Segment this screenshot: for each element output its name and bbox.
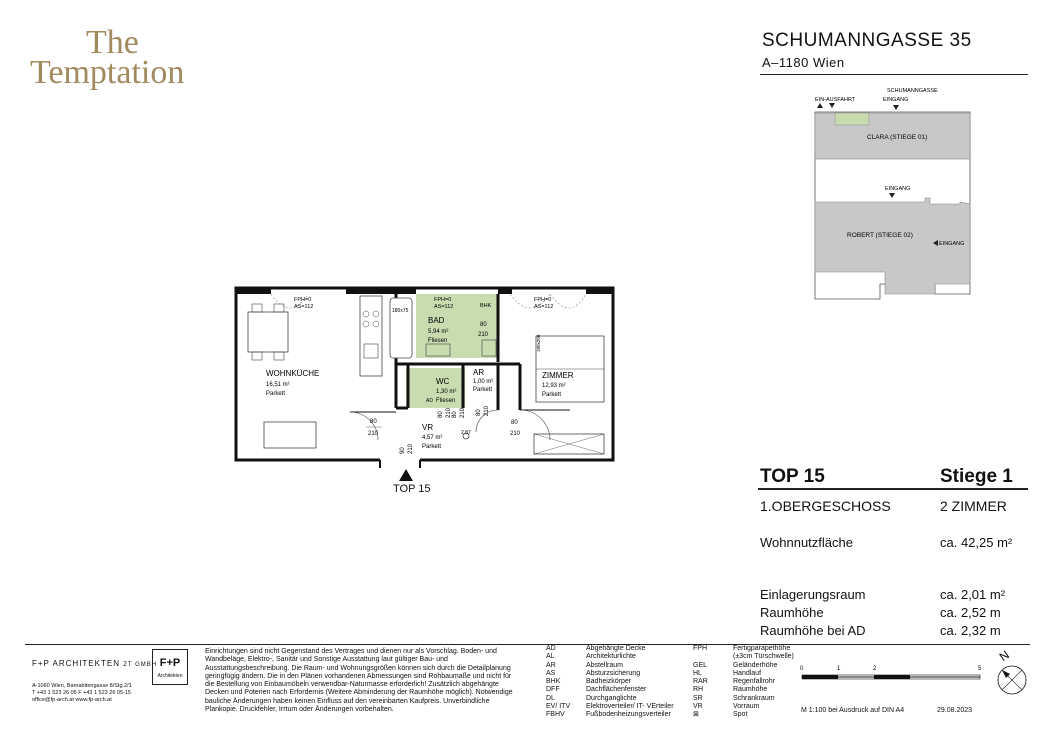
room-name: WOHNKÜCHE <box>266 369 320 378</box>
room-name: ZIMMER <box>542 371 574 380</box>
legend-text: Abgehängte Decke <box>586 645 646 652</box>
plan-top-label: TOP 15 <box>393 483 431 495</box>
legend-text: Fertigparapethöhe <box>733 645 791 652</box>
site-entrance-label-3: EINGANG <box>939 241 965 247</box>
legend-row <box>693 670 798 678</box>
door-width: 80 <box>511 420 518 426</box>
legend-code: DL <box>546 694 555 702</box>
plan-date: 29.08.2023 <box>937 707 973 714</box>
room-floor: Parkett <box>266 391 286 397</box>
height-mark: 2,87 <box>461 430 471 436</box>
divider <box>760 74 1028 75</box>
legend-text: Elektroverteiler/ IT- VErteiler <box>586 703 674 711</box>
legend-code: HL <box>693 669 702 677</box>
height-value: ca. 2,52 m <box>940 605 1001 620</box>
site-entrance-label-2: EINGANG <box>885 186 911 192</box>
legend-row <box>693 703 798 711</box>
bed-label: 180x200 <box>536 334 541 352</box>
legend-text: Handlauf <box>733 669 762 677</box>
firm-name-text: F+P ARCHITEKTEN <box>32 659 120 668</box>
legend-text: Spot <box>733 711 748 719</box>
legend-row <box>693 645 798 653</box>
firm-address-3: office@fp-arch.at www.fp-arch.at <box>32 697 112 703</box>
room-floor: Parkett <box>422 444 442 450</box>
legend-code: AL <box>546 653 555 661</box>
site-exit-label: EIN-AUSFAHRT <box>815 97 856 103</box>
legend-text: Regenfallrohr <box>733 678 776 686</box>
legend-code: RH <box>693 686 704 694</box>
firm-address-1: A-1060 Wien, Barnabitengasse 8/Stg.2/1 <box>32 683 132 689</box>
legend-code: VR <box>693 703 703 711</box>
room-area: 5,94 m² <box>428 329 449 335</box>
legend-code: AS <box>546 669 556 677</box>
legend-code: FBHV <box>546 711 565 719</box>
scale-tick: 1 <box>837 666 841 672</box>
room-ar <box>473 368 493 393</box>
legend-code: RAR <box>693 678 708 686</box>
door-width: 80 <box>476 409 482 416</box>
legend-code: GEL <box>693 661 708 669</box>
room-name: WC <box>436 377 450 386</box>
legend-row <box>693 686 798 694</box>
legend-row <box>546 695 691 703</box>
tub-label: 180x75 <box>392 308 409 314</box>
divider <box>25 644 1030 645</box>
door-width: 80 <box>370 419 377 425</box>
fph-label-2: FPH=0 <box>434 297 452 303</box>
legend-text: Dachflächenfenster <box>586 686 647 694</box>
firm-address <box>32 683 152 704</box>
legend-text: Abstellraum <box>586 661 623 669</box>
north-arrow-icon <box>990 648 1032 698</box>
legend-text: Fußbodenheizungsverteiler <box>586 711 671 719</box>
site-street-label: SCHUMANNGASSE <box>887 88 938 94</box>
door-height: 210 <box>460 407 466 418</box>
legend-row <box>693 678 798 686</box>
bhk-label: BHK <box>480 303 492 309</box>
legend-column-2 <box>693 645 798 720</box>
room-floor: Fliesen <box>436 398 456 404</box>
storage-label: Einlagerungsraum <box>760 587 866 602</box>
unit-floor: 1.OBERGESCHOSS <box>760 498 891 514</box>
fph-label-1: FPH=0 <box>294 297 312 303</box>
as-label-2: AS=112 <box>434 304 454 310</box>
door-height: 210 <box>478 332 489 338</box>
area-value: ca. 42,25 m² <box>940 535 1013 550</box>
scale-bar <box>798 662 988 690</box>
legend-code: FPH <box>693 645 707 652</box>
scale-tick: 0 <box>800 666 804 672</box>
room-wohnkueche <box>266 369 319 397</box>
site-entrance-label: EINGANG <box>883 97 909 103</box>
legend-row <box>546 653 691 661</box>
legend-text: Vorraum <box>733 703 760 711</box>
door-height: 210 <box>368 431 379 437</box>
door-height: 210 <box>484 405 490 416</box>
fph-label-3: FPH=0 <box>534 297 552 303</box>
legend-row <box>693 695 798 703</box>
legend-text: Schrankraum <box>733 694 775 702</box>
room-area: 12,93 m² <box>542 383 566 389</box>
unit-title: TOP 15 <box>760 466 825 487</box>
room-vr <box>422 423 442 450</box>
arrow-icon <box>889 193 895 198</box>
legend-code: AD <box>546 645 556 652</box>
room-area: 4,57 m² <box>422 435 443 441</box>
door-width: 80 <box>452 411 458 418</box>
building-clara-label: CLARA (STIEGE 01) <box>867 134 928 141</box>
legend-text: (±3cm Türschwelle) <box>733 653 794 661</box>
legend-text: Badheizkörper <box>586 678 632 686</box>
legend-row <box>693 711 798 719</box>
room-name: BAD <box>428 316 445 325</box>
firm-logo-box <box>152 649 188 685</box>
site-plan <box>805 84 1035 309</box>
room-area: 1,00 m² <box>473 379 494 385</box>
legend-code <box>693 653 733 661</box>
disclaimer-text: Einrichtungen sind nicht Gegenstand des Vertrages und dienen nur als Vorschlag. Boden- und Wandbeläge, Elektro-, Sanitär und Sonstige Ausstattung laut gültiger Bau- und Ausstattungsbeschreibung. Die Raum- und Wohnungsgrößen können sich durch die Detailplanung geringfügig ändern. Die in den Plänen vorhandenen Abmessungen sind Rohbaumaße und nicht für die Bestellung von Einbaumöbeln verwendbar-Naturmasse erforderlich! Zusätzlich abgehängte Decken und Poterien nach Erfordernis (Weitere Abminderung der Raumhöhe möglich). Notwendige bauliche Änderungen haben keinen Einfluss auf den vereinbarten Kaufpreis. Unverbindliche Plankopie. Druckfehler, Irrtum oder Änderungen vorbehalten. <box>205 648 513 714</box>
door-height: 210 <box>408 443 414 454</box>
firm-logo-text: F+P <box>159 657 181 669</box>
as-label-1: AS=112 <box>294 304 314 310</box>
room-zimmer <box>542 371 574 398</box>
height-ad-value: ca. 2,32 m <box>940 623 1001 638</box>
legend-row <box>546 670 691 678</box>
storage-value: ca. 2,01 m² <box>940 587 1006 602</box>
height-ad-label: Raumhöhe bei AD <box>760 623 866 638</box>
legend-row <box>546 711 691 719</box>
building-robert-label: ROBERT (STIEGE 02) <box>847 232 913 239</box>
legend-code: BHK <box>546 678 561 686</box>
arrow-icon <box>817 103 823 108</box>
divider <box>758 488 1028 490</box>
legend-row <box>546 678 691 686</box>
scale-note: M 1:100 bei Ausdruck auf DIN A4 <box>801 707 905 714</box>
room-floor: Parkett <box>542 392 562 398</box>
legend-row <box>693 653 798 661</box>
door-width: 80 <box>480 322 487 328</box>
unit-stair: Stiege 1 <box>940 466 1013 487</box>
entrance-arrow-icon <box>399 469 413 481</box>
legend-code: SR <box>693 694 703 702</box>
legend-text: Raumhöhe <box>733 686 768 694</box>
arrow-icon <box>829 103 835 108</box>
unit-highlight <box>835 113 869 125</box>
room-area: 16,51 m² <box>266 382 290 388</box>
legend-code: AR <box>546 661 556 669</box>
room-name: AR <box>473 368 485 377</box>
logo-line2: Temptation <box>30 54 185 91</box>
door-height: 210 <box>446 407 452 418</box>
legend-text: Architekturlichte <box>586 653 636 661</box>
firm-suffix: ZT GMBH <box>123 662 158 668</box>
address-street: SCHUMANNGASSE 35 <box>762 30 972 51</box>
legend-row <box>546 662 691 670</box>
unit-rooms: 2 ZIMMER <box>940 498 1007 514</box>
height-label: Raumhöhe <box>760 605 824 620</box>
room-name: VR <box>422 423 434 432</box>
north-label: N <box>996 648 1012 665</box>
address-city: A–1180 Wien <box>762 55 845 70</box>
legend-text: Absturzsicherung <box>586 669 641 677</box>
legend-column-1 <box>546 645 691 720</box>
firm-logo-sub: Architekten <box>157 673 183 679</box>
scale-tick: 5 <box>978 666 982 672</box>
legend-row <box>546 686 691 694</box>
arrow-icon <box>893 105 899 110</box>
legend-code: DFF <box>546 686 560 694</box>
as-label-3: AS=112 <box>534 304 554 310</box>
door-width: 90 <box>400 447 406 454</box>
door-height: 210 <box>510 431 521 437</box>
brand-logo <box>30 24 210 91</box>
floor-plan <box>230 282 620 482</box>
legend-row <box>546 703 691 711</box>
door-width: 80 <box>438 411 444 418</box>
ad-mark: AD <box>426 398 433 404</box>
firm-address-2: T +43 1 523 26 05 F +43 1 523 26 05-15 <box>32 690 131 696</box>
legend-text: Geländerhöhe <box>733 661 778 669</box>
logo-line1: The <box>86 24 139 61</box>
legend-row <box>693 662 798 670</box>
room-floor: Parkett <box>473 387 493 393</box>
area-label: Wohnnutzfläche <box>760 535 853 550</box>
legend-code: ⊠ <box>693 711 699 719</box>
legend-row <box>546 645 691 653</box>
firm-name <box>32 659 157 668</box>
legend-text: Durchganglichte <box>586 694 637 702</box>
scale-tick: 2 <box>873 666 877 672</box>
room-floor: Fliesen <box>428 338 448 344</box>
legend-code: EV/ ITV <box>546 703 571 711</box>
room-area: 1,30 m² <box>436 389 457 395</box>
